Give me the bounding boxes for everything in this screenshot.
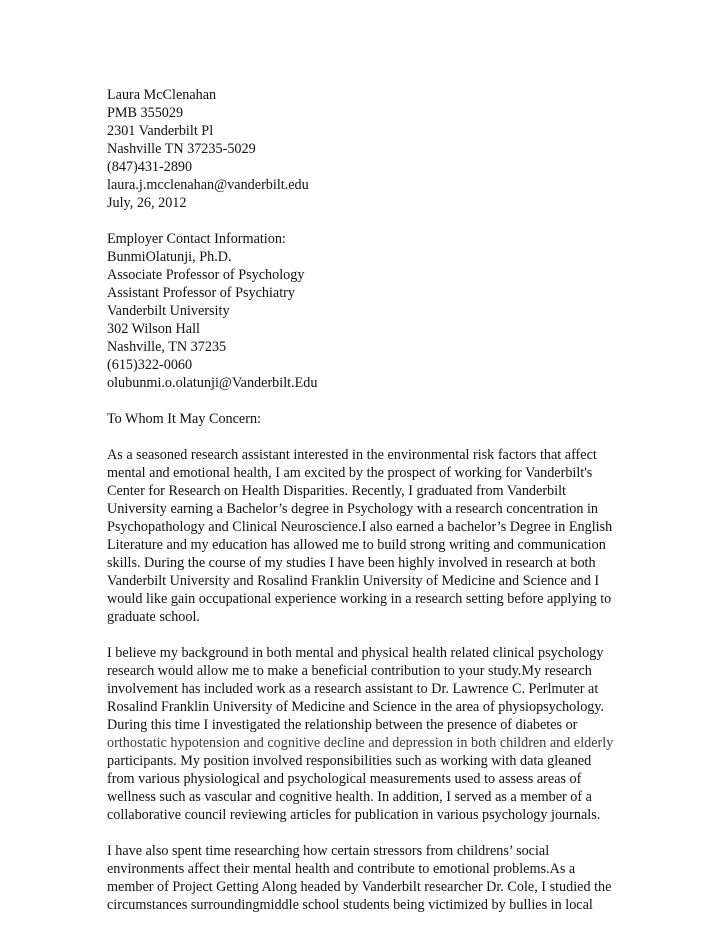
paragraph-line: During this time I investigated the relationship between the presence of diabetes or [107,717,578,733]
paragraph-line: involvement has included work as a research assistant to Dr. Lawrence C. Perlmuter at [107,681,599,697]
letter-page [107,86,627,914]
paragraph-line: participants. My position involved responsibilities such as working with data gleaned [107,753,592,769]
paragraph-line: skills. During the course of my studies I have been highly involved in research at both [107,555,596,571]
spacer [107,428,627,446]
paragraph-line: research would allow me to make a beneficial contribution to your study.My research [107,663,592,679]
paragraph-line: I believe my background in both mental and physical health related clinical psychology [107,645,604,661]
paragraph-line: from various physiological and psychological measurements used to assess areas of [107,771,582,787]
paragraph-line: graduate school. [107,609,200,625]
sender-city: Nashville TN 37235-5029 [107,141,256,157]
sender-block [107,86,627,212]
paragraph-line: wellness such as vascular and cognitive health. In addition, I served as a member of a [107,789,592,805]
paragraph-3 [107,842,627,914]
sender-street: 2301 Vanderbilt Pl [107,123,214,139]
employer-city: Nashville, TN 37235 [107,339,227,355]
paragraph-line: orthostatic hypotension and cognitive decline and depression in both children and elderly [107,735,614,751]
spacer [107,212,627,230]
paragraph-line: Vanderbilt University and Rosalind Franklin University of Medicine and Science and I [107,573,600,589]
paragraph-line: I have also spent time researching how certain stressors from childrens’ social [107,843,550,859]
paragraph-line: Literature and my education has allowed me to build strong writing and communication [107,537,606,553]
paragraph-line: As a seasoned research assistant interested in the environmental risk factors that affect [107,447,597,463]
sender-phone: (847)431-2890 [107,159,193,175]
employer-phone: (615)322-0060 [107,357,193,373]
paragraph-line: circumstances surroundingmiddle school students being victimized by bullies in local [107,897,593,913]
paragraph-line: Center for Research on Health Disparities. Recently, I graduated from Vanderbilt [107,483,566,499]
spacer [107,824,627,842]
employer-title-1: Associate Professor of Psychology [107,267,305,283]
employer-block [107,230,627,392]
paragraph-line: environments affect their mental health and contribute to emotional problems.As a [107,861,576,877]
paragraph-line: mental and emotional health, I am excited by the prospect of working for Vanderbilt's [107,465,593,481]
employer-org: Vanderbilt University [107,303,230,319]
spacer [107,392,627,410]
salutation: To Whom It May Concern: [107,411,261,427]
paragraph-1 [107,446,627,626]
paragraph-line: collaborative council reviewing articles for publication in various psychology journals. [107,807,601,823]
paragraph-line: Rosalind Franklin University of Medicine and Science in the area of physiopsychology. [107,699,605,715]
paragraph-line: would like gain occupational experience working in a research setting before applying to [107,591,612,607]
spacer [107,626,627,644]
employer-email: olubunmi.o.olatunji@Vanderbilt.Edu [107,375,318,391]
paragraph-line: University earning a Bachelor’s degree in Psychology with a research concentration in [107,501,599,517]
sender-email: laura.j.mcclenahan@vanderbilt.edu [107,177,309,193]
employer-street: 302 Wilson Hall [107,321,200,337]
sender-name: Laura McClenahan [107,87,217,103]
sender-box: PMB 355029 [107,105,184,121]
employer-heading: Employer Contact Information: [107,231,286,247]
letter-date: July, 26, 2012 [107,195,187,211]
paragraph-2 [107,644,627,824]
employer-title-2: Assistant Professor of Psychiatry [107,285,295,301]
paragraph-line: member of Project Getting Along headed by Vanderbilt researcher Dr. Cole, I studied the [107,879,612,895]
employer-name: BunmiOlatunji, Ph.D. [107,249,232,265]
paragraph-line: Psychopathology and Clinical Neuroscience.I also earned a bachelor’s Degree in English [107,519,613,535]
